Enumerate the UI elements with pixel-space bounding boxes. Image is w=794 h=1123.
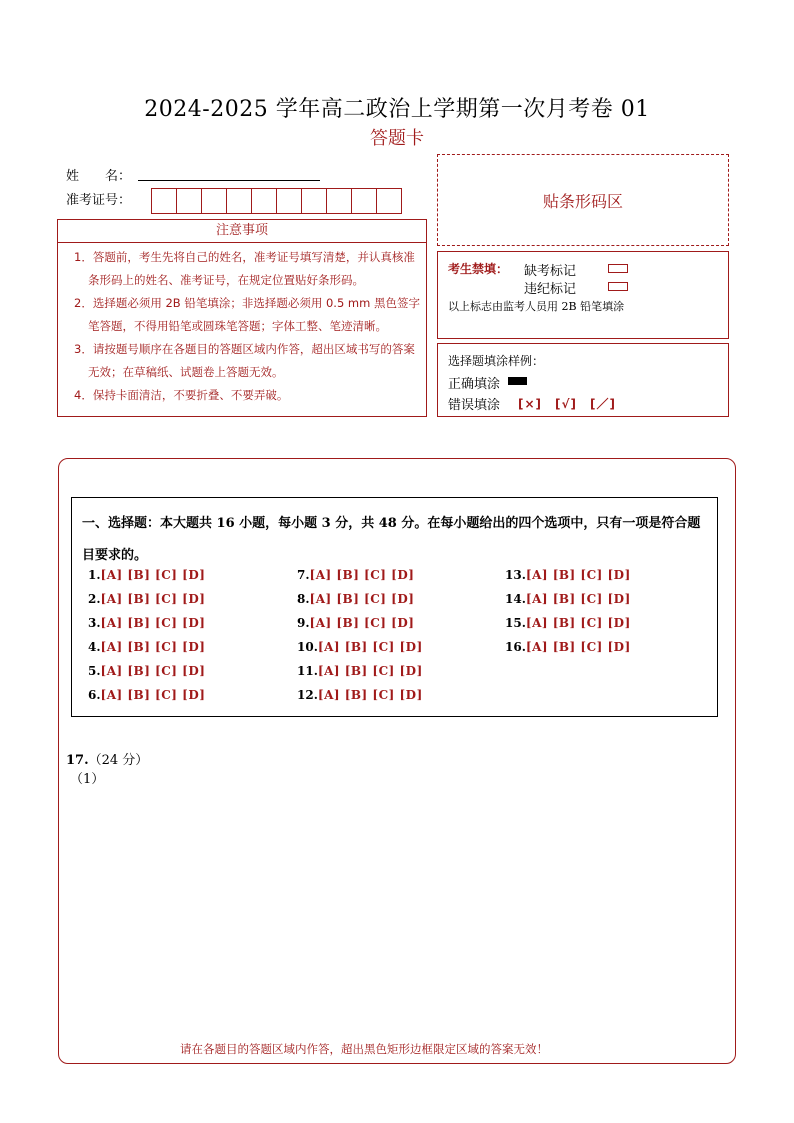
answer-options[interactable]: [A] [B] [C] [D]: [525, 616, 631, 630]
footer-note: 请在各题目的答题区域内作答，超出黑色矩形边框限定区域的答案无效！: [180, 1042, 548, 1056]
question-17-number: 17.: [66, 753, 89, 768]
answer-options[interactable]: [A] [B] [C] [D]: [100, 664, 206, 678]
question-number: 3.: [88, 616, 101, 630]
question-17-sub1[interactable]: （1）: [70, 772, 105, 787]
violation-mark-box[interactable]: [608, 282, 628, 291]
name-label: 姓 名：: [66, 169, 132, 184]
notice-item: 1．答题前，考生先将自己的姓名，准考证号填写清楚，并认真核准条形码上的姓名、准考证号，在规定位置贴好条形码。: [74, 250, 415, 287]
question-number: 7.: [297, 568, 310, 582]
answer-options[interactable]: [A] [B] [C] [D]: [309, 616, 415, 630]
answer-options[interactable]: [A] [B] [C] [D]: [309, 568, 415, 582]
answer-options[interactable]: [A] [B] [C] [D]: [100, 568, 206, 582]
answer-options[interactable]: [A] [B] [C] [D]: [309, 592, 415, 606]
absent-mark-box[interactable]: [608, 264, 628, 273]
notice-heading: 注意事项: [57, 219, 427, 243]
question-number: 9.: [297, 616, 310, 630]
wrong-fill-label: 错误填涂: [448, 398, 501, 413]
absent-label: 缺考标记: [524, 264, 577, 279]
question-row: [297, 664, 423, 678]
exam-ban-note: 以上标志由监考人员用 2B 铅笔填涂: [448, 300, 625, 313]
question-row: [505, 592, 631, 606]
filled-sample-mark: [508, 377, 527, 385]
id-boxes[interactable]: [151, 188, 401, 214]
correct-fill-label: 正确填涂: [448, 377, 501, 392]
answer-options[interactable]: [A] [B] [C] [D]: [525, 640, 631, 654]
question-row: [297, 616, 414, 630]
question-number: 11.: [297, 664, 318, 678]
id-digit-box[interactable]: [351, 188, 377, 214]
question-row: [297, 592, 414, 606]
id-digit-box[interactable]: [276, 188, 302, 214]
barcode-label: 贴条形码区: [542, 191, 623, 211]
violation-label: 违纪标记: [524, 282, 577, 297]
id-digit-box[interactable]: [301, 188, 327, 214]
question-number: 4.: [88, 640, 101, 654]
question-row: [297, 568, 414, 582]
answer-options[interactable]: [A] [B] [C] [D]: [525, 592, 631, 606]
question-row: [505, 568, 631, 582]
question-number: 12.: [297, 688, 318, 702]
question-row: [88, 568, 205, 582]
question-row: [297, 688, 423, 702]
id-digit-box[interactable]: [176, 188, 202, 214]
question-row: [88, 688, 205, 702]
page-subtitle: 答题卡: [370, 128, 424, 149]
answer-options[interactable]: [A] [B] [C] [D]: [100, 688, 206, 702]
question-number: 2.: [88, 592, 101, 606]
question-number: 5.: [88, 664, 101, 678]
question-row: [88, 592, 205, 606]
answer-options[interactable]: [A] [B] [C] [D]: [317, 640, 423, 654]
notice-item: 4．保持卡面清洁，不要折叠、不要弄破。: [74, 388, 289, 402]
question-number: 13.: [505, 568, 526, 582]
notice-box: [57, 242, 427, 417]
answer-options[interactable]: [A] [B] [C] [D]: [317, 664, 423, 678]
id-digit-box[interactable]: [376, 188, 402, 214]
question-number: 16.: [505, 640, 526, 654]
question-number: 1.: [88, 568, 101, 582]
question-number: 14.: [505, 592, 526, 606]
id-label: 准考证号：: [66, 193, 132, 208]
barcode-area: [437, 154, 729, 246]
wrong-fill-marks: [×] [√] [／]: [518, 397, 616, 411]
notice-item: 2．选择题必须用 2B 铅笔填涂；非选择题必须用 0.5 mm 黑色签字笔答题，不得用铅笔或圆珠笔答题；字体工整、笔迹清晰。: [74, 296, 420, 333]
exam-ban-title: 考生禁填：: [448, 262, 509, 276]
id-digit-box[interactable]: [151, 188, 177, 214]
page-title: 2024-2025 学年高二政治上学期第一次月考卷 01: [144, 97, 650, 122]
answer-options[interactable]: [A] [B] [C] [D]: [100, 616, 206, 630]
question-row: [505, 640, 631, 654]
question-row: [88, 664, 205, 678]
id-digit-box[interactable]: [226, 188, 252, 214]
id-digit-box[interactable]: [201, 188, 227, 214]
answer-options[interactable]: [A] [B] [C] [D]: [100, 592, 206, 606]
id-digit-box[interactable]: [326, 188, 352, 214]
question-17-header: [66, 749, 148, 768]
question-row: [88, 640, 205, 654]
question-number: 6.: [88, 688, 101, 702]
question-row: [88, 616, 205, 630]
question-row: [505, 616, 631, 630]
answer-options[interactable]: [A] [B] [C] [D]: [100, 640, 206, 654]
question-number: 10.: [297, 640, 318, 654]
id-digit-box[interactable]: [251, 188, 277, 214]
question-17-points: （24 分）: [88, 753, 149, 768]
question-row: [297, 640, 423, 654]
question-number: 15.: [505, 616, 526, 630]
fill-sample-title: 选择题填涂样例：: [448, 354, 545, 368]
multiple-choice-box: [71, 497, 718, 717]
answer-options[interactable]: [A] [B] [C] [D]: [525, 568, 631, 582]
notice-item: 3．请按题号顺序在各题目的答题区域内作答，超出区域书写的答案无效；在草稿纸、试题卷上答题无效。: [74, 342, 415, 379]
answer-options[interactable]: [A] [B] [C] [D]: [317, 688, 423, 702]
exam-ban-box: [437, 251, 729, 339]
fill-sample-box: [437, 343, 729, 417]
question-number: 8.: [297, 592, 310, 606]
name-field[interactable]: [138, 180, 320, 181]
section-description: 一、选择题：本大题共 16 小题，每小题 3 分，共 48 分。在每小题给出的四个选项中，只有一项是符合题目要求的。: [82, 516, 701, 563]
